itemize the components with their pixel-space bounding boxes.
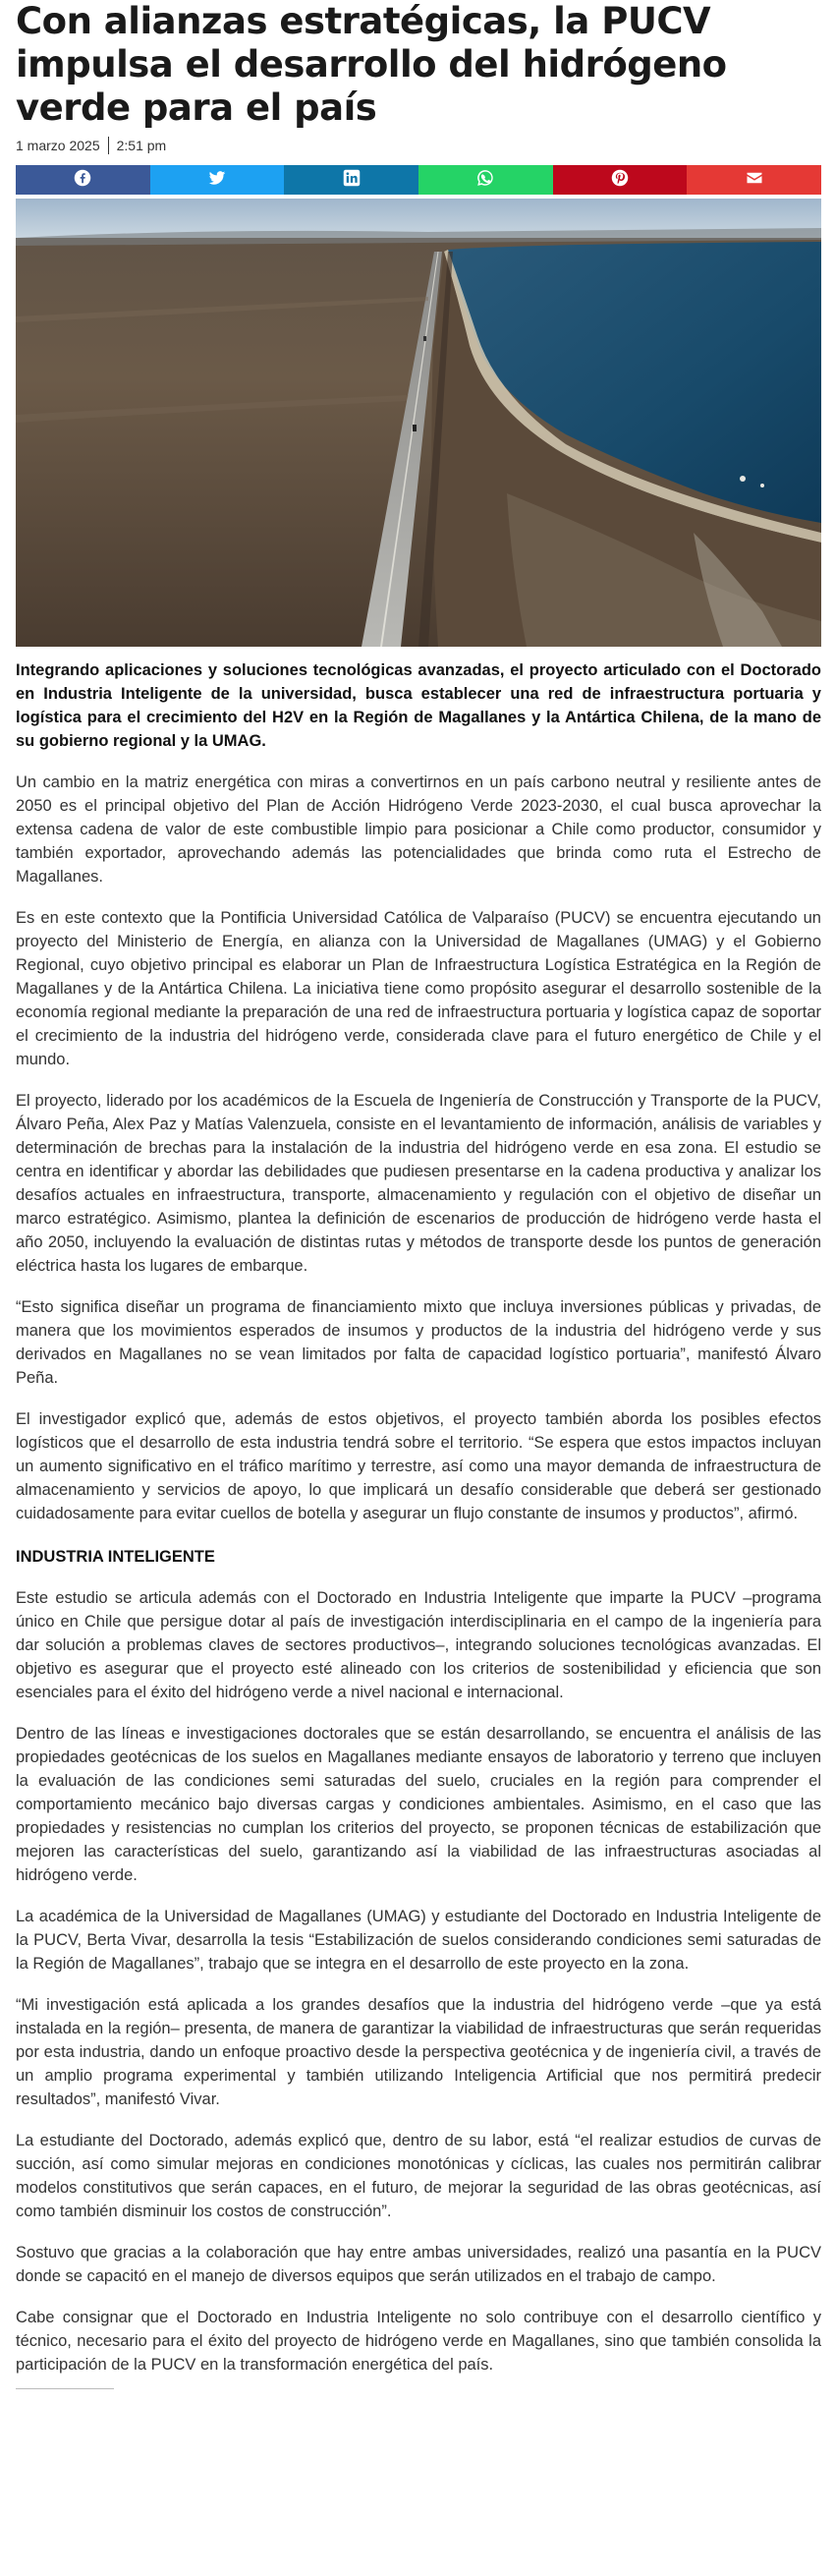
article-date: 1 marzo 2025 bbox=[16, 138, 100, 153]
share-email-button[interactable] bbox=[687, 165, 821, 195]
paragraph: “Esto significa diseñar un programa de financiamiento mixto que incluya inversiones públicas y privadas, de manera que los movimientos esperados de insumos y productos de la industria del hidrógeno verde y sus derivados en Magallanes no se vean limitados por falta de capacidad logístico portuaria”, manifestó Álvaro Peña. bbox=[16, 1298, 821, 1387]
aerial-road-photo bbox=[16, 199, 821, 647]
paragraph: El investigador explicó que, además de estos objetivos, el proyecto también aborda los posibles efectos logísticos que el desarrollo de esta industria tendrá sobre el territorio. “Se espera que estos impactos incluyan un aumento significativo en el tráfico marítimo y terrestre, así como una mayor demanda de infraestructura de almacenamiento y servicios de apoyo, lo que implicará un desafío considerable que deberá ser gestionado cuidadosamente para evitar cuellos de botella y asegurar un flujo constante de insumos y productos”, afirmó. bbox=[16, 1410, 821, 1522]
linkedin-icon bbox=[343, 169, 361, 192]
whatsapp-icon bbox=[476, 169, 494, 192]
article-lead: Integrando aplicaciones y soluciones tecnológicas avanzadas, el proyecto articulado con el Doctorado en Industria Inteligente de la universidad, busca establecer una red de infraestructura portuaria y logística para el crecimiento del H2V en la Región de Magallanes y la Antártica Chilena, de la mano de su gobierno regional y la UMAG. bbox=[16, 661, 821, 750]
paragraph: La académica de la Universidad de Magallanes (UMAG) y estudiante del Doctorado en Industria Inteligente de la PUCV, Berta Vivar, desarrolla la tesis “Estabilización de suelos considerando condiciones semi saturadas de la Región de Magallanes”, trabajo que se integra en el desarrollo de este proyecto en la zona. bbox=[16, 1908, 821, 1973]
paragraph: Este estudio se articula además con el Doctorado en Industria Inteligente que imparte la PUCV –programa único en Chile que persigue dotar al país de investigación interdisciplinaria en el campo de la ingeniería para dar solución a problemas claves de sectores productivos–, integrando soluciones tecnológicas avanzadas. El objetivo es asegurar que el proyecto esté alineado con los criterios de sostenibilidad y eficiencia que son esenciales para el éxito del hidrógeno verde a nivel nacional e internacional. bbox=[16, 1589, 821, 1701]
meta-divider bbox=[108, 137, 109, 154]
facebook-icon bbox=[74, 169, 91, 192]
share-twitter-button[interactable] bbox=[150, 165, 285, 195]
share-pinterest-button[interactable] bbox=[553, 165, 688, 195]
share-linkedin-button[interactable] bbox=[284, 165, 418, 195]
hero-image bbox=[16, 199, 821, 647]
paragraph: La estudiante del Doctorado, además explicó que, dentro de su labor, está “el realizar estudios de curvas de succión, así como simular mejoras en condiciones monotónicas y cíclicas, las cuales nos permitirán calibrar modelos constitutivos que serán capaces, en el futuro, de mejorar la seguridad de las obras geotécnicas, así como también disminuir los costos de construcción”. bbox=[16, 2132, 821, 2220]
paragraph: Dentro de las líneas e investigaciones doctorales que se están desarrollando, se encuentra el análisis de las propiedades geotécnicas de los suelos en Magallanes mediante ensayos de laboratorio y terreno que incluyen la evaluación de las condiciones semi saturadas del suelo, cruciales en la región para comprender el comportamiento mecánico bajo diversas cargas y condiciones ambientales. Asimismo, en el caso que las propiedades y resistencias no cumplan los criterios del proyecto, se proponen técnicas de estabilización que mejoren las características del suelo, garantizando así la viabilidad de las infraestructuras asociadas al hidrógeno verde. bbox=[16, 1725, 821, 1884]
article-time: 2:51 pm bbox=[116, 138, 167, 153]
paragraph: Un cambio en la matriz energética con miras a convertirnos en un país carbono neutral y resiliente antes de 2050 es el principal objetivo del Plan de Acción Hidrógeno Verde 2023-2030, el cual busca aprovechar la extensa cadena de valor de este combustible limpio para posicionar a Chile como productor, consumidor y también exportador, aprovechando además las potencialidades que brinda como ruta el Estrecho de Magallanes. bbox=[16, 773, 821, 886]
twitter-icon bbox=[208, 169, 226, 192]
paragraph: Es en este contexto que la Pontificia Universidad Católica de Valparaíso (PUCV) se encuentra ejecutando un proyecto del Ministerio de Energía, en alianza con la Universidad de Magallanes (UMAG) y el Gobierno Regional, cuyo objetivo principal es elaborar un Plan de Infraestructura Logística Estratégica en la Región de Magallanes y de la Antártica Chilena. La iniciativa tiene como propósito asegurar el desarrollo sostenible de la economía regional mediante la preparación de una red de infraestructura portuaria y logística capaz de soportar el crecimiento de la industria del hidrógeno verde, considerada clave para el futuro energético de Chile y el mundo. bbox=[16, 909, 821, 1068]
share-facebook-button[interactable] bbox=[16, 165, 150, 195]
paragraph: Cabe consignar que el Doctorado en Industria Inteligente no solo contribuye con el desarrollo científico y técnico, necesario para el éxito del proyecto de hidrógeno verde en Magallanes, sino que también consolida la participación de la PUCV en la transformación energética del país. bbox=[16, 2309, 821, 2374]
article bbox=[16, 0, 821, 2389]
article-meta bbox=[16, 136, 821, 155]
pinterest-icon bbox=[611, 169, 629, 192]
paragraph: Sostuvo que gracias a la colaboración que hay entre ambas universidades, realizó una pasantía en la PUCV donde se capacitó en el manejo de diversos equipos que serán utilizados en el trabajo de campo. bbox=[16, 2244, 821, 2285]
section-heading: INDUSTRIA INTELIGENTE bbox=[16, 1548, 215, 1566]
paragraph: El proyecto, liderado por los académicos de la Escuela de Ingeniería de Construcción y Transporte de la PUCV, Álvaro Peña, Alex Paz y Matías Valenzuela, consiste en el levantamiento de información, análisis de variables y determinación de brechas para la instalación de la industria del hidrógeno verde en esa zona. El estudio se centra en identificar y abordar las debilidades que pudiesen presentarse en la cadena productiva y analizar los desafíos actuales en infraestructura, transporte, almacenamiento y regulación con el objetivo de diseñar un marco estratégico. Asimismo, plantea la definición de escenarios de producción de hidrógeno verde hasta el año 2050, incluyendo la evaluación de distintas rutas y métodos de transporte desde los puntos de generación eléctrica hasta los lugares de embarque. bbox=[16, 1092, 821, 1275]
share-bar bbox=[16, 165, 821, 195]
envelope-icon bbox=[746, 169, 763, 192]
paragraph: “Mi investigación está aplicada a los grandes desafíos que la industria del hidrógeno verde –que ya está instalada en la región– presenta, de manera de garantizar la viabilidad de infraestructuras que serán requeridas por esta industria, dando un enfoque proactivo desde la perspectiva geotécnica y de ingeniería civil, a través de un amplio programa experimental y también utilizando Inteligencia Artificial que nos permitirá predecir resultados”, manifestó Vivar. bbox=[16, 1996, 821, 2108]
share-whatsapp-button[interactable] bbox=[418, 165, 553, 195]
article-title: Con alianzas estratégicas, la PUCV impulsa el desarrollo del hidrógeno verde para el país bbox=[16, 0, 727, 129]
end-divider bbox=[16, 2388, 114, 2389]
